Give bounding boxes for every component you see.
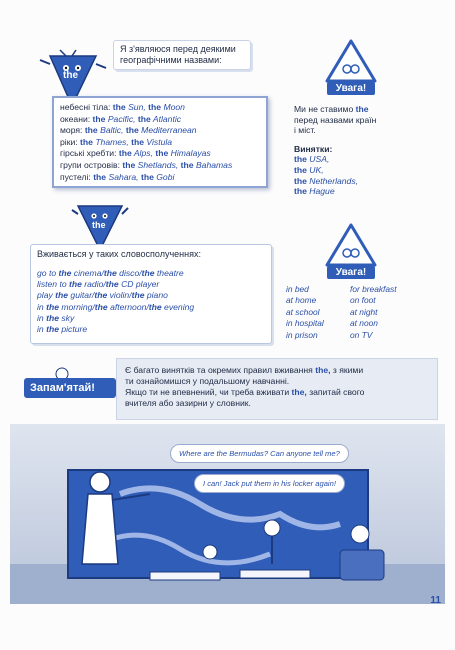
phrases-heading: Вживається у таких словосполученнях:: [37, 249, 201, 259]
geo-row: [60, 102, 260, 114]
intro-speech-bubble: [113, 40, 251, 70]
warning-sign-middle: [324, 222, 378, 268]
geographic-names-panel: [52, 96, 268, 188]
exception-item: the USA,: [294, 154, 330, 165]
warning-the: the: [355, 104, 369, 114]
warning-text-2: перед назвами країн: [294, 114, 377, 125]
phrase-line: play the guitar/the violin/the piano: [37, 290, 168, 301]
geo-category: моря:: [60, 125, 83, 136]
intro-line-2: географічними назвами:: [120, 55, 222, 65]
geo-category: океани:: [60, 113, 91, 124]
warning-title-top: Увага!: [327, 82, 375, 95]
remember-the-2: the,: [291, 387, 307, 397]
warning-text-1: Ми не ставимо: [294, 104, 354, 114]
mascot-label-2: the: [92, 220, 106, 230]
remember-text-2a: Якщо ти не впевнений, чи треба вживати: [125, 387, 290, 397]
usage-item: in bed: [286, 284, 309, 294]
geo-example-a: the Sun,: [112, 102, 146, 112]
remember-badge-label: Запам'ятай!: [30, 382, 95, 394]
geo-example-b: the Mediterranean: [125, 125, 197, 136]
remember-text-1b: з якими: [332, 365, 364, 375]
usage-item: at noon: [350, 318, 378, 329]
exception-item: the Netherlands,: [294, 175, 359, 186]
usage-item: at night: [350, 306, 378, 317]
phrase-line: in the picture: [37, 324, 88, 335]
warning-note-top: [294, 104, 414, 197]
remember-text-1c: ти ознайомишся у подальшому навчанні.: [125, 376, 290, 386]
remember-text-2b: запитай свого: [309, 387, 365, 397]
geo-category: гірські хребти:: [60, 148, 117, 159]
student-answer-bubble: I can! Jack put them in his locker again!: [194, 474, 345, 493]
mascot-label: the: [63, 70, 78, 81]
phrase-line: listen to the radio/the CD player: [37, 279, 160, 290]
exceptions-label: Винятки:: [294, 143, 333, 154]
geo-row: [60, 148, 260, 160]
geo-example-b: the Vistula: [131, 136, 173, 147]
geo-row: [60, 125, 260, 137]
warning-sign-top: [324, 38, 378, 84]
geo-category: ріки:: [60, 136, 78, 147]
geo-example-b: the Moon: [148, 102, 185, 112]
usage-item: at school: [286, 306, 320, 317]
warning-triangle-icon: [324, 222, 378, 268]
geo-category: пустелі:: [60, 171, 91, 182]
warning-text-3: і міст.: [294, 125, 316, 136]
phrase-line: go to the cinema/the disco/the theatre: [37, 268, 184, 278]
geo-example-b: the Bahamas: [180, 159, 233, 170]
page-number: 11: [430, 595, 441, 606]
phrase-line: in the morning/the afternoon/the evening: [37, 301, 195, 312]
geo-category: групи островів:: [60, 159, 120, 170]
warning-triangle-icon: [324, 38, 378, 84]
phrase-line: in the sky: [37, 312, 75, 323]
usage-item: on foot: [350, 295, 376, 306]
intro-line-1: Я з'являюся перед деякими: [120, 44, 236, 54]
warning-col-2: [350, 284, 420, 341]
remember-the-1: the,: [315, 365, 331, 375]
geo-row: [60, 114, 260, 126]
geo-example-b: the Atlantic: [137, 113, 182, 124]
usage-item: in prison: [286, 329, 318, 340]
usage-item: for breakfast: [350, 284, 397, 294]
remember-box: [116, 358, 438, 420]
exception-item: the Hague: [294, 186, 335, 197]
geo-example-a: the Alps,: [118, 148, 153, 159]
teacher-question-bubble: Where are the Bermudas? Can anyone tell me?: [170, 444, 349, 463]
remember-text-1a: Є багато винятків та окремих правил вживання: [125, 365, 313, 375]
warning-col-1: [286, 284, 348, 341]
exception-item: the UK,: [294, 164, 324, 175]
usage-item: at home: [286, 295, 317, 306]
geo-row: [60, 160, 260, 172]
remember-text-2c: вчителя або зазирни у словник.: [125, 398, 251, 408]
geo-row: [60, 172, 260, 184]
geo-category: небесні тіла:: [60, 102, 111, 112]
remember-badge: [22, 366, 118, 402]
geo-example-a: the Sahara,: [93, 171, 139, 182]
geo-example-b: the Himalayas: [155, 148, 211, 159]
geo-example-a: the Shetlands,: [122, 159, 179, 170]
phrases-panel: [30, 244, 272, 344]
warning-title-middle: Увага!: [327, 266, 375, 279]
geo-row: [60, 137, 260, 149]
geo-example-a: the Thames,: [80, 136, 129, 147]
geo-example-a: the Baltic,: [84, 125, 124, 136]
usage-item: in hospital: [286, 318, 324, 329]
exceptions-list: [294, 154, 414, 196]
classroom-illustration: [10, 424, 445, 604]
geo-example-b: the Gobi: [140, 171, 175, 182]
geo-example-a: the Pacific,: [92, 113, 136, 124]
usage-item: on TV: [350, 329, 373, 340]
